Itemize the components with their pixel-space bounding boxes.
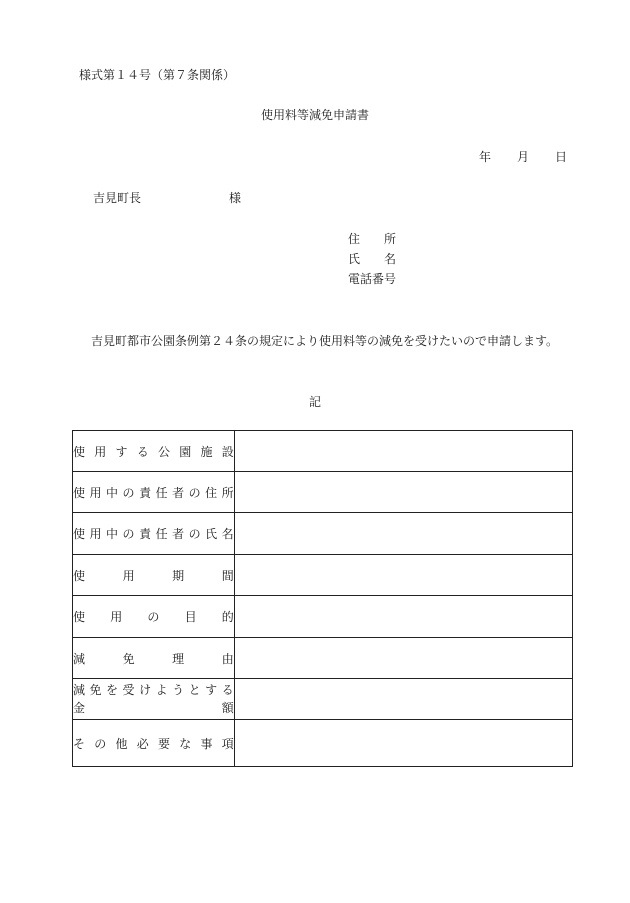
table-row bbox=[73, 513, 573, 555]
row-label bbox=[73, 431, 235, 472]
row-label-text: 使 用 す る 公 園 施 設 bbox=[73, 444, 234, 459]
row-label bbox=[73, 513, 235, 555]
row-value-cell[interactable] bbox=[234, 431, 572, 472]
row-label bbox=[73, 555, 235, 596]
row-label-text: 使 用 の 目 的 bbox=[73, 610, 234, 624]
row-value-cell[interactable] bbox=[234, 596, 572, 638]
row-label-text: 使 用 中 の 責 任 者 の 住 所 bbox=[73, 485, 234, 500]
row-value-cell[interactable] bbox=[234, 679, 572, 720]
date-line bbox=[479, 148, 567, 165]
addressee bbox=[93, 189, 241, 206]
date-month: 月 bbox=[517, 150, 530, 164]
applicant-phone-label: 電話番号 bbox=[348, 272, 397, 286]
addressee-name: 吉見町長 bbox=[93, 191, 142, 205]
row-label bbox=[73, 596, 235, 638]
date-day: 日 bbox=[555, 150, 568, 164]
row-label bbox=[73, 720, 235, 767]
row-label-text: 使 用 中 の 責 任 者 の 氏 名 bbox=[73, 527, 234, 541]
row-label-line2: 金 額 bbox=[73, 701, 234, 715]
table-row bbox=[73, 638, 573, 679]
applicant-name-label: 氏 名 bbox=[348, 252, 397, 266]
row-value-cell[interactable] bbox=[234, 555, 572, 596]
table-row bbox=[73, 596, 573, 638]
row-label-line1: 減 免 を 受 け よ う と す る bbox=[73, 683, 234, 697]
table-row bbox=[73, 720, 573, 767]
detail-table bbox=[72, 430, 573, 767]
request-statement: 吉見町都市公園条例第２４条の規定により使用料等の減免を受けたいので申請します。 bbox=[91, 334, 559, 348]
table-row bbox=[73, 472, 573, 513]
row-value-cell[interactable] bbox=[234, 472, 572, 513]
table-row bbox=[73, 679, 573, 720]
ki-heading: 記 bbox=[308, 395, 321, 409]
row-label-text: 使 用 期 間 bbox=[73, 568, 234, 583]
addressee-honorific: 様 bbox=[229, 191, 242, 205]
form-number: 様式第１４号（第７条関係） bbox=[79, 68, 236, 82]
applicant-block bbox=[348, 229, 396, 289]
row-value-cell[interactable] bbox=[234, 513, 572, 555]
row-label-text: 減 免 理 由 bbox=[73, 651, 234, 666]
row-label-text: そ の 他 必 要 な 事 項 bbox=[73, 736, 234, 751]
applicant-address-label: 住 所 bbox=[348, 232, 397, 246]
row-label bbox=[73, 472, 235, 513]
table-row bbox=[73, 555, 573, 596]
row-label bbox=[73, 638, 235, 679]
row-value-cell[interactable] bbox=[234, 638, 572, 679]
document-title: 使用料等減免申請書 bbox=[260, 108, 369, 122]
date-year: 年 bbox=[479, 150, 492, 164]
row-value-cell[interactable] bbox=[234, 720, 572, 767]
row-label bbox=[73, 679, 235, 720]
table-row bbox=[73, 431, 573, 472]
